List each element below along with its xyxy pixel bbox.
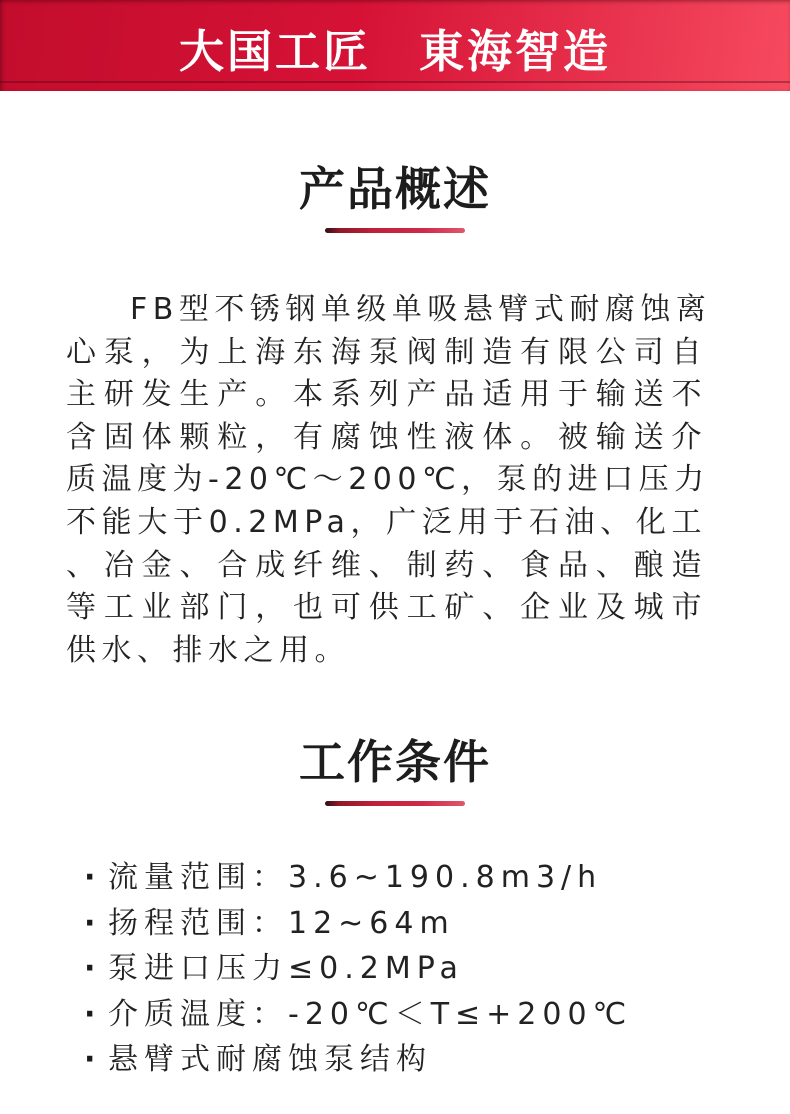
list-item bbox=[84, 946, 790, 992]
bullet-dot-icon: · bbox=[84, 951, 96, 987]
list-item bbox=[84, 855, 790, 901]
conditions-title-underline bbox=[325, 801, 465, 806]
paragraph-line: 不能大于0.2MPa，广泛用于石油、化工 bbox=[66, 504, 707, 540]
condition-text: 介质温度：-20℃＜T≤+200℃ bbox=[108, 996, 633, 1032]
conditions-section bbox=[0, 736, 790, 1083]
bullet-dot-icon: · bbox=[84, 1042, 96, 1078]
bullet-dot-icon: · bbox=[84, 860, 96, 896]
banner-title: 大国工匠 東海智造 bbox=[178, 25, 611, 78]
top-banner bbox=[0, 0, 790, 91]
overview-title-underline bbox=[325, 228, 465, 233]
condition-text: 悬臂式耐腐蚀泵结构 bbox=[108, 1042, 432, 1078]
overview-title: 产品概述 bbox=[299, 162, 491, 216]
paragraph-line: 供水、排水之用。 bbox=[66, 632, 350, 668]
list-item bbox=[84, 1037, 790, 1083]
conditions-title: 工作条件 bbox=[299, 735, 491, 790]
bullet-dot-icon: · bbox=[84, 905, 96, 941]
bullet-dot-icon: · bbox=[84, 996, 96, 1032]
list-item bbox=[84, 992, 790, 1038]
paragraph-line: 含固体颗粒，有腐蚀性液体。被输送介 bbox=[66, 419, 707, 455]
overview-section bbox=[0, 163, 790, 672]
conditions-list bbox=[84, 855, 790, 1083]
paragraph-line: 主研发生产。本系列产品适用于输送不 bbox=[66, 377, 707, 413]
condition-text: 泵进口压力≤0.2MPa bbox=[108, 951, 464, 987]
paragraph-line: FB型不锈钢单级单吸悬臂式耐腐蚀离 bbox=[130, 292, 712, 327]
condition-text: 扬程范围：12~64m bbox=[108, 905, 455, 941]
paragraph-line: 、冶金、合成纤维、制药、食品、酿造 bbox=[66, 547, 707, 583]
paragraph-line: 等工业部门，也可供工矿、企业及城市 bbox=[66, 590, 707, 626]
list-item bbox=[84, 901, 790, 947]
overview-paragraph bbox=[66, 289, 712, 672]
condition-text: 流量范围：3.6~190.8m3/h bbox=[108, 860, 603, 896]
paragraph-line: 心泵，为上海东海泵阀制造有限公司自 bbox=[66, 334, 707, 370]
paragraph-line: 质温度为-20℃～200℃，泵的进口压力 bbox=[66, 462, 710, 498]
